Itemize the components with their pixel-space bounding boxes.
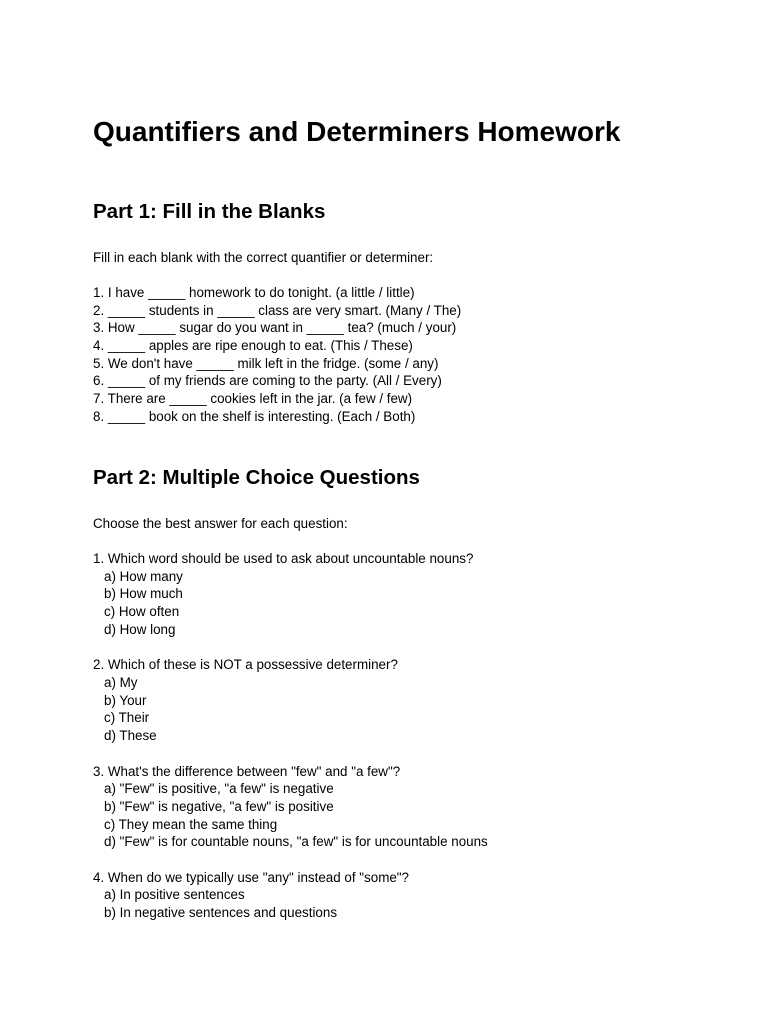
mc-question: 3. What's the difference between "few" and "a few"? xyxy=(93,764,401,779)
fill-blank-item: 7. There are _____ cookies left in the jar. (a few / few) xyxy=(93,391,413,406)
part2-instructions: Choose the best answer for each question: xyxy=(93,516,348,531)
mc-option: a) My xyxy=(104,675,138,690)
mc-question: 1. Which word should be used to ask about uncountable nouns? xyxy=(93,551,474,566)
mc-option: c) How often xyxy=(104,604,180,619)
mc-option: a) In positive sentences xyxy=(104,887,245,902)
mc-option: c) They mean the same thing xyxy=(104,817,278,832)
fill-blank-item: 1. I have _____ homework to do tonight. (a little / little) xyxy=(93,285,415,300)
mc-option: d) "Few" is for countable nouns, "a few" is for uncountable nouns xyxy=(104,834,488,849)
part2-heading: Part 2: Multiple Choice Questions xyxy=(93,466,420,489)
mc-option: d) These xyxy=(104,728,157,743)
fill-blank-item: 6. _____ of my friends are coming to the party. (All / Every) xyxy=(93,373,442,388)
part1-instructions: Fill in each blank with the correct quantifier or determiner: xyxy=(93,250,434,265)
mc-option: b) Your xyxy=(104,693,147,708)
mc-question: 2. Which of these is NOT a possessive determiner? xyxy=(93,657,398,672)
fill-blank-item: 8. _____ book on the shelf is interesting. (Each / Both) xyxy=(93,409,416,424)
mc-option: b) How much xyxy=(104,586,183,601)
mc-option: a) How many xyxy=(104,569,183,584)
part1-heading: Part 1: Fill in the Blanks xyxy=(93,200,326,223)
mc-option: b) "Few" is negative, "a few" is positive xyxy=(104,799,334,814)
fill-blank-item: 3. How _____ sugar do you want in _____ tea? (much / your) xyxy=(93,320,457,335)
mc-question: 4. When do we typically use "any" instead of "some"? xyxy=(93,870,410,885)
fill-blank-item: 5. We don't have _____ milk left in the fridge. (some / any) xyxy=(93,356,439,371)
mc-option: d) How long xyxy=(104,622,176,637)
fill-blank-item: 4. _____ apples are ripe enough to eat. (This / These) xyxy=(93,338,413,353)
mc-option: a) "Few" is positive, "a few" is negative xyxy=(104,781,334,796)
fill-blank-item: 2. _____ students in _____ class are very smart. (Many / The) xyxy=(93,303,462,318)
mc-option: c) Their xyxy=(104,710,150,725)
document-title: Quantifiers and Determiners Homework xyxy=(93,116,621,147)
mc-option: b) In negative sentences and questions xyxy=(104,905,338,920)
